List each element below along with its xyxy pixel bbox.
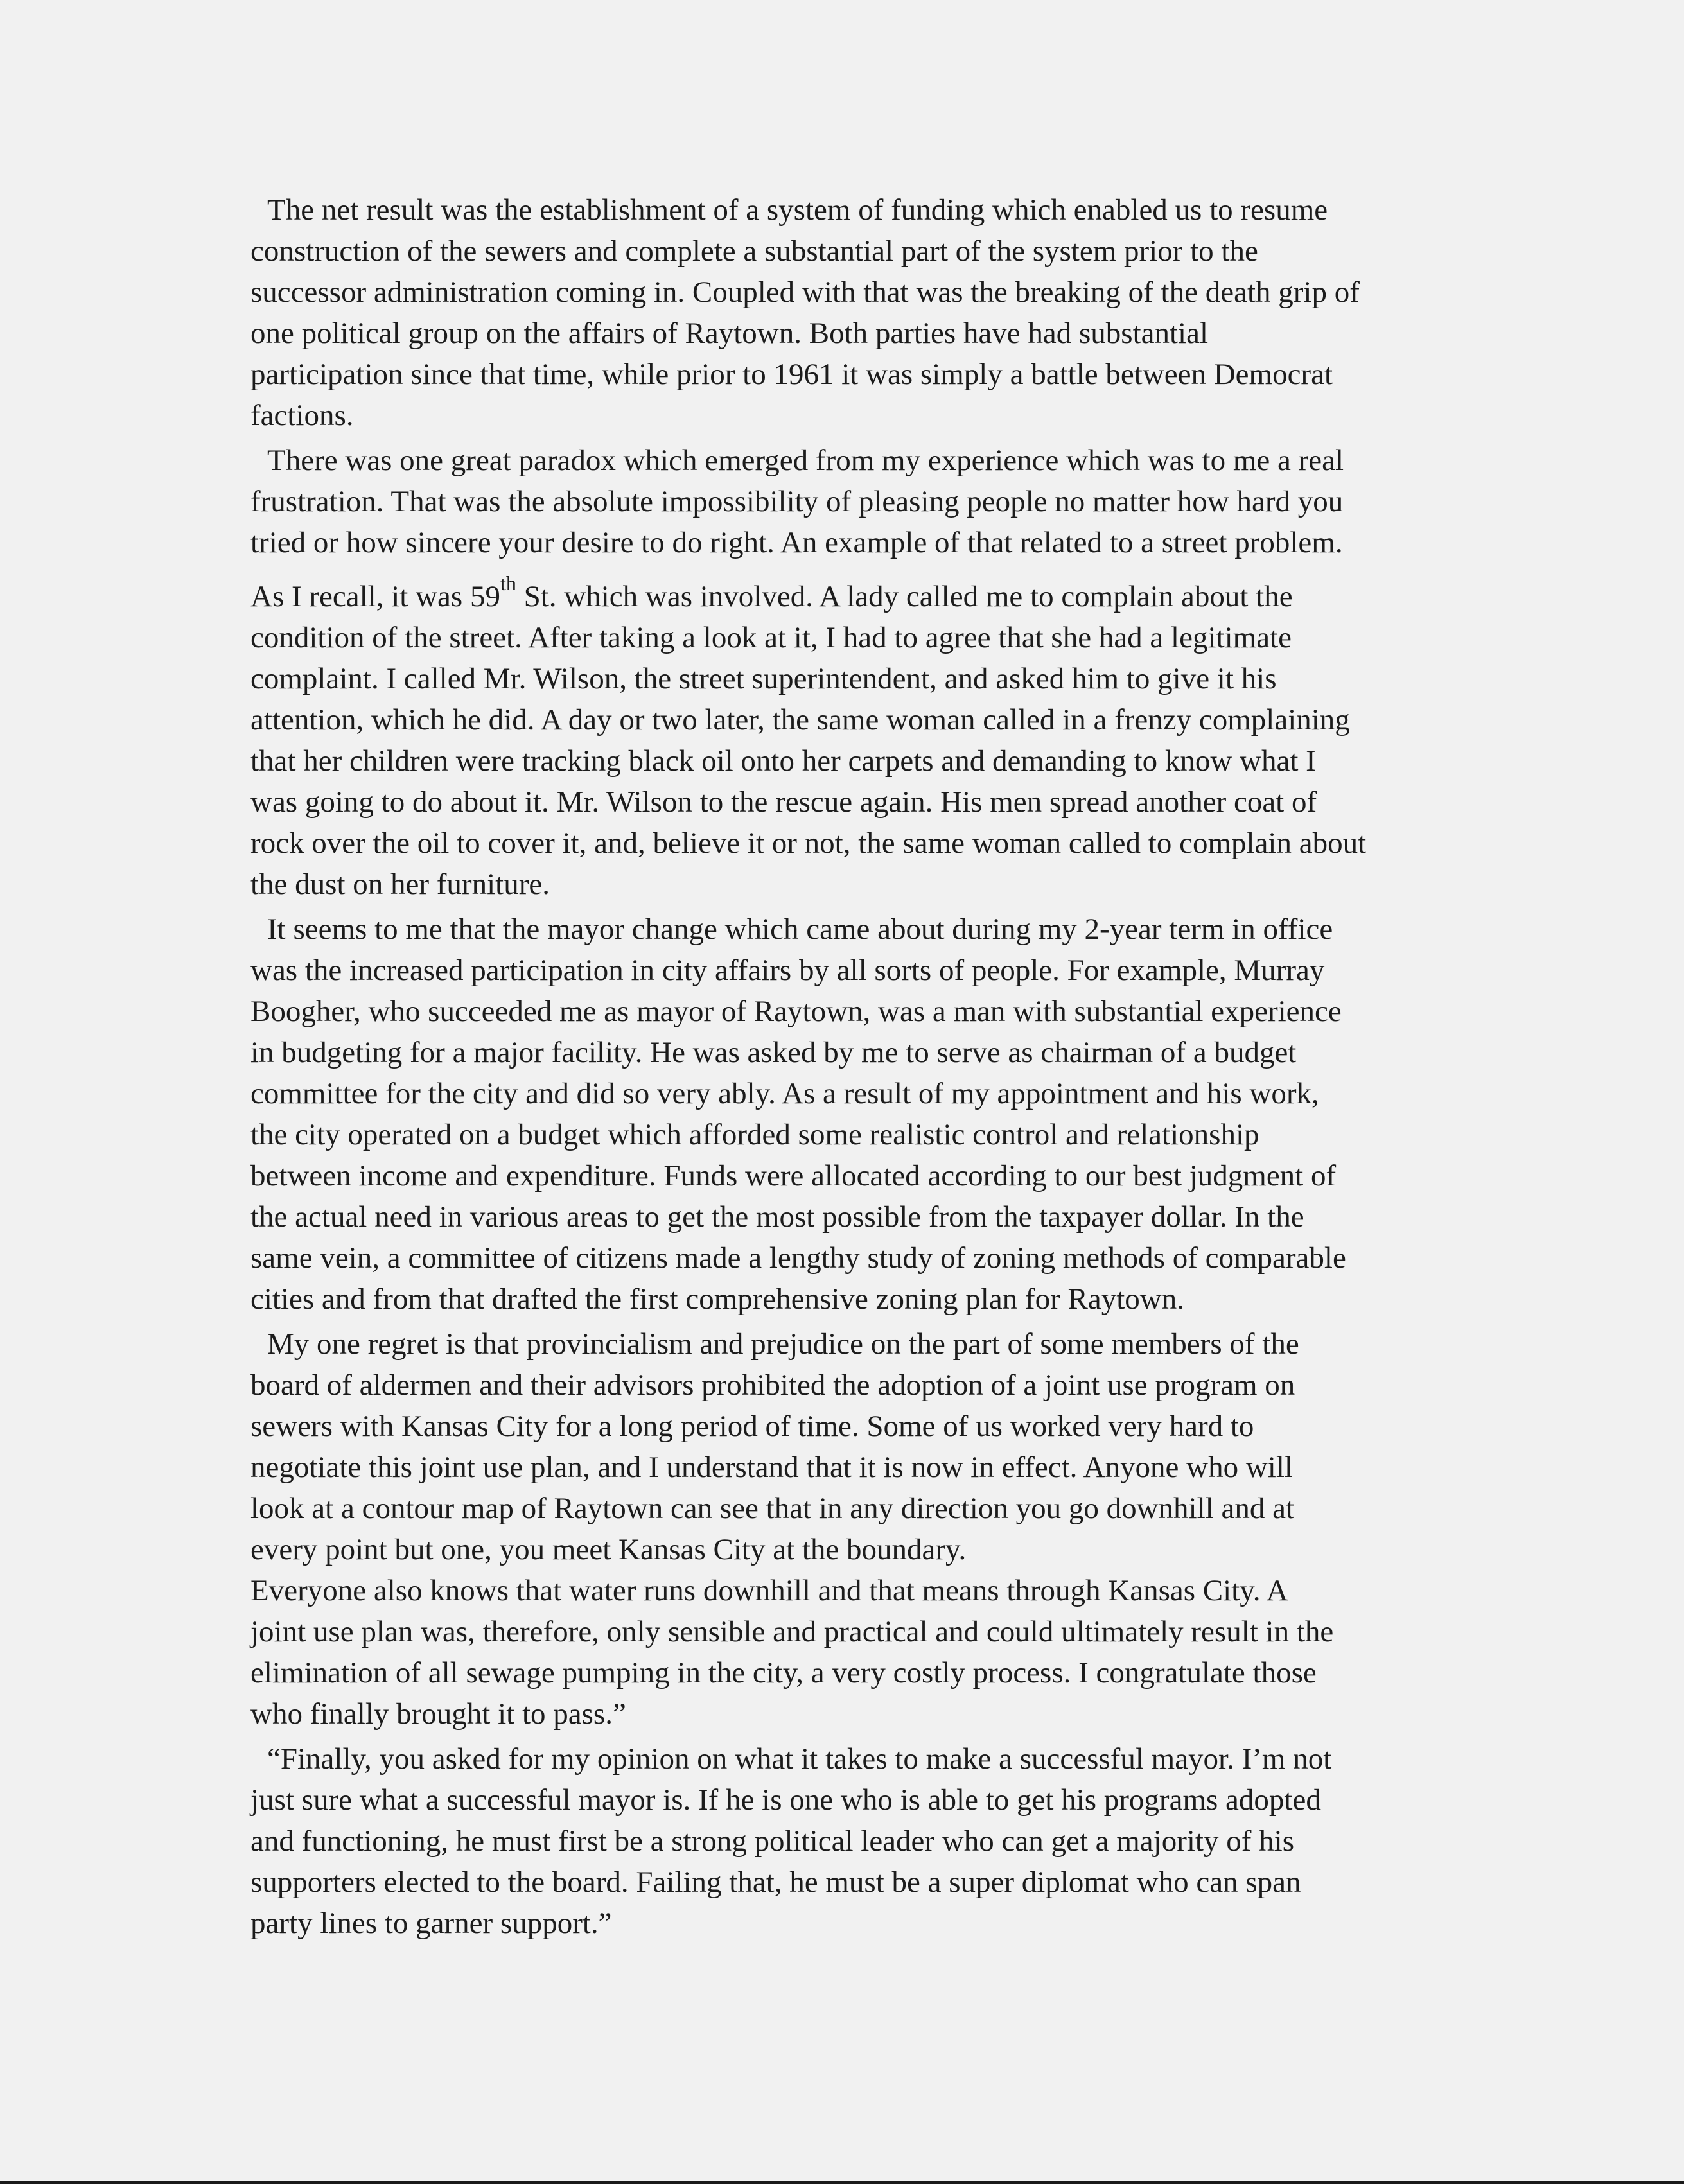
text-line: tried or how sincere your desire to do right. An example of that related to a street problem. [250, 526, 1343, 559]
text-line: in budgeting for a major facility. He was asked by me to serve as chairman of a budget [250, 1036, 1297, 1069]
text-line: same vein, a committee of citizens made a lengthy study of zoning methods of comparable [250, 1241, 1346, 1275]
text-line: and functioning, he must first be a strong political leader who can get a majority of his [250, 1824, 1294, 1858]
text-line: the city operated on a budget which afforded some realistic control and relationship [250, 1118, 1259, 1151]
paragraph-2 [250, 440, 1509, 905]
text-line: factions. [250, 399, 354, 432]
text-line: board of aldermen and their advisors prohibited the adoption of a joint use program on [250, 1368, 1295, 1402]
text-line: negotiate this joint use plan, and I understand that it is now in effect. Anyone who will [250, 1451, 1293, 1484]
text-line: committee for the city and did so very ably. As a result of my appointment and his work, [250, 1077, 1319, 1110]
text-line: the actual need in various areas to get the most possible from the taxpayer dollar. In the [250, 1200, 1304, 1234]
text-line: cities and from that drafted the first comprehensive zoning plan for Raytown. [250, 1282, 1184, 1316]
paragraph-3 [250, 909, 1509, 1320]
text-line: just sure what a successful mayor is. If he is one who is able to get his programs adopted [250, 1783, 1321, 1817]
text-line: “Finally, you asked for my opinion on what it takes to make a successful mayor. I’m not [267, 1742, 1332, 1776]
text-line: construction of the sewers and complete a substantial part of the system prior to the [250, 234, 1258, 268]
text-line: the dust on her furniture. [250, 868, 550, 901]
text-line: There was one great paradox which emerged from my experience which was to me a real [267, 444, 1344, 477]
text-line: was going to do about it. Mr. Wilson to the rescue again. His men spread another coat of [250, 785, 1317, 819]
text-line: Everyone also knows that water runs downhill and that means through Kansas City. A [250, 1574, 1288, 1607]
paragraph-1 [250, 189, 1509, 436]
text-line: who finally brought it to pass.” [250, 1697, 626, 1731]
text-line: between income and expenditure. Funds were allocated according to our best judgment of [250, 1159, 1337, 1192]
body-text [250, 189, 1509, 1948]
text-line: party lines to garner support.” [250, 1907, 612, 1940]
line-text-after: St. which was involved. A lady called me to complain about the [516, 580, 1293, 613]
text-line: elimination of all sewage pumping in the city, a very costly process. I congratulate those [250, 1656, 1317, 1690]
text-line: attention, which he did. A day or two later, the same woman called in a frenzy complaining [250, 703, 1350, 737]
paragraph-4 [250, 1324, 1509, 1734]
line-text-before: As I recall, it was 59 [250, 580, 500, 613]
text-line: The net result was the establishment of a system of funding which enabled us to resume [267, 193, 1328, 227]
text-line-with-superscript [250, 572, 1509, 617]
text-line: joint use plan was, therefore, only sensible and practical and could ultimately result in the [250, 1615, 1334, 1648]
text-line: condition of the street. After taking a look at it, I had to agree that she had a legitimate [250, 621, 1292, 654]
text-line: supporters elected to the board. Failing that, he must be a super diplomat who can span [250, 1865, 1301, 1899]
text-line: My one regret is that provincialism and prejudice on the part of some members of the [267, 1327, 1299, 1361]
ordinal-superscript: th [500, 572, 516, 595]
page-bottom-edge [0, 2181, 1684, 2184]
text-line: It seems to me that the mayor change which came about during my 2-year term in office [267, 913, 1333, 946]
text-line: that her children were tracking black oil onto her carpets and demanding to know what I [250, 744, 1316, 778]
text-line: look at a contour map of Raytown can see that in any direction you go downhill and at [250, 1492, 1295, 1525]
text-line: participation since that time, while prior to 1961 it was simply a battle between Democrat [250, 358, 1333, 391]
paragraph-5 [250, 1738, 1509, 1944]
text-line: every point but one, you meet Kansas City at the boundary. [250, 1533, 967, 1566]
text-line: complaint. I called Mr. Wilson, the street superintendent, and asked him to give it his [250, 662, 1277, 695]
text-line: sewers with Kansas City for a long period of time. Some of us worked very hard to [250, 1410, 1254, 1443]
text-line: Boogher, who succeeded me as mayor of Raytown, was a man with substantial experience [250, 995, 1342, 1028]
text-line: one political group on the affairs of Raytown. Both parties have had substantial [250, 317, 1209, 350]
text-line: rock over the oil to cover it, and, believe it or not, the same woman called to complain about [250, 826, 1367, 860]
text-line: frustration. That was the absolute impossibility of pleasing people no matter how hard you [250, 485, 1344, 518]
text-line: successor administration coming in. Coupled with that was the breaking of the death grip of [250, 275, 1360, 309]
text-line: was the increased participation in city affairs by all sorts of people. For example, Murray [250, 954, 1325, 987]
